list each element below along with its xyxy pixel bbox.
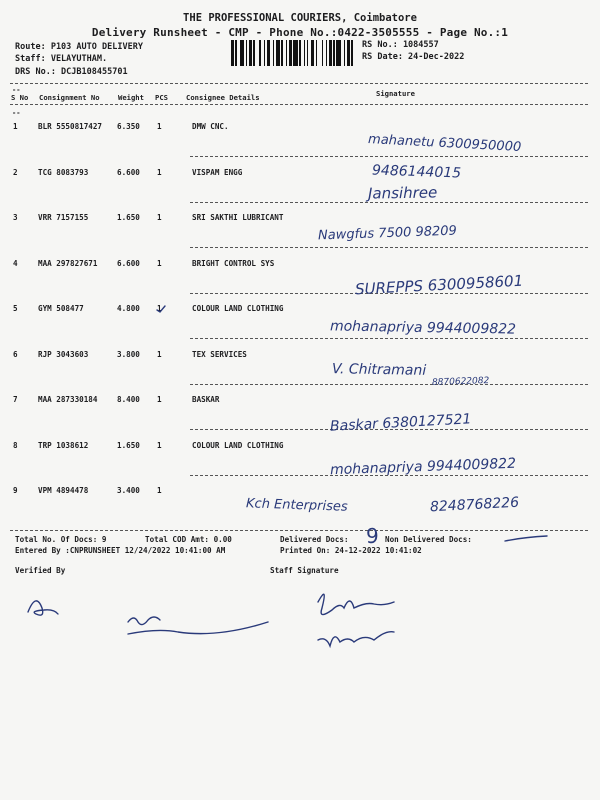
total-cod: Total COD Amt: 0.00 (145, 535, 232, 544)
row-consignee: TEX SERVICES (192, 350, 247, 359)
rs-date: RS Date: 24-Dec-2022 (362, 52, 465, 62)
row-consignment-no: MAA 297827671 (38, 259, 98, 268)
signature-text: mahanetu 6300950000 (367, 131, 522, 156)
signature-text: mohanapriya 9944009822 (329, 318, 517, 338)
row-sno: 1 (13, 122, 18, 131)
signature-text: 8248768226 (429, 494, 520, 516)
margin-check (157, 306, 165, 312)
total-docs: Total No. Of Docs: 9 (15, 535, 107, 544)
row-consignee: BASKAR (192, 395, 220, 404)
margin-mark: -- (12, 109, 21, 117)
non-delivered-docs: Non Delivered Docs: (385, 535, 472, 544)
col-consignee: Consignee Details (186, 93, 260, 102)
route-label: Route: P103 AUTO DELIVERY (15, 42, 143, 52)
signature-text: Jansihree (367, 183, 438, 203)
signature-text: 8870622082 (431, 376, 490, 388)
row-weight: 3.800 (117, 350, 140, 359)
row-consignee: SRI SAKTHI LUBRICANT (192, 213, 284, 222)
signature-text: SUREPPS 6300958601 (354, 271, 524, 299)
signature-text: Baskar 6380127521 (329, 411, 472, 435)
row-weight: 6.600 (117, 168, 140, 177)
drs-number: DRS No.: DCJB108455701 (15, 67, 128, 77)
company-title: THE PROFESSIONAL COURIERS, Coimbatore (183, 12, 417, 24)
verified-name-scribble (128, 622, 268, 634)
row-consignment-no: VPM 4894478 (38, 486, 89, 495)
row-consignment-no: BLR 5550817427 (38, 122, 103, 131)
non-delivered-dash (505, 536, 547, 541)
signature-text: Nawgfus 7500 98209 (317, 223, 458, 244)
row-consignment-no: RJP 3043603 (38, 350, 89, 359)
signature-text: Kch Enterprises (245, 496, 348, 515)
signature-text: 9486144015 (371, 162, 462, 182)
row-sno: 3 (13, 213, 18, 222)
row-weight: 6.600 (117, 259, 140, 268)
row-consignment-no: TCG 8083793 (38, 168, 89, 177)
row-pcs: 1 (157, 122, 162, 131)
verified-by-label: Verified By (15, 566, 66, 575)
col-sno: S No (11, 93, 29, 102)
staff-signature-scribble (318, 632, 394, 646)
staff-signature-scribble (318, 594, 394, 614)
row-pcs: 1 (157, 213, 162, 222)
row-consignment-no: MAA 287330184 (38, 395, 98, 404)
row-consignee: BRIGHT CONTROL SYS (192, 259, 275, 268)
row-sno: 5 (13, 304, 18, 313)
row-consignment-no: VRR 7157155 (38, 213, 89, 222)
entered-by: Entered By :CNPRUNSHEET 12/24/2022 10:41:00 AM (15, 546, 226, 555)
row-weight: 3.400 (117, 486, 140, 495)
signature-text: mohanapriya 9944009822 (329, 455, 517, 479)
staff-signature-label: Staff Signature (270, 566, 339, 575)
row-pcs: 1 (157, 259, 162, 268)
row-consignee: VISPAM ENGG (192, 168, 243, 177)
delivered-docs: Delivered Docs: (280, 535, 349, 544)
row-sno: 2 (13, 168, 18, 177)
row-pcs: 1 (157, 395, 162, 404)
row-sno: 7 (13, 395, 18, 404)
row-weight: 1.650 (117, 441, 140, 450)
runsheet-subtitle: Delivery Runsheet - CMP - Phone No.:0422-3505555 - Page No.:1 (91, 26, 509, 39)
row-consignment-no: GYM 508477 (38, 304, 84, 313)
row-sno: 9 (13, 486, 18, 495)
row-consignee: COLOUR LAND CLOTHING (192, 304, 284, 313)
row-consignment-no: TRP 1038612 (38, 441, 89, 450)
rs-number: RS No.: 1084557 (362, 40, 439, 50)
row-pcs: 1 (157, 304, 162, 313)
staff-label: Staff: VELAYUTHAM. (15, 54, 108, 64)
printed-on: Printed On: 24-12-2022 10:41:02 (280, 546, 422, 555)
row-weight: 4.800 (117, 304, 140, 313)
row-consignee: DMW CNC. (192, 122, 229, 131)
row-sno: 8 (13, 441, 18, 450)
row-pcs: 1 (157, 350, 162, 359)
col-consignment: Consignment No (39, 93, 100, 102)
col-weight: Weight (118, 93, 144, 102)
row-sno: 6 (13, 350, 18, 359)
row-pcs: 1 (157, 441, 162, 450)
col-pcs: PCS (155, 93, 168, 102)
row-pcs: 1 (157, 486, 162, 495)
row-consignee: COLOUR LAND CLOTHING (192, 441, 284, 450)
row-weight: 1.650 (117, 213, 140, 222)
row-pcs: 1 (157, 168, 162, 177)
row-weight: 6.350 (117, 122, 140, 131)
row-sno: 4 (13, 259, 18, 268)
col-signature: Signature (376, 89, 415, 98)
row-weight: 8.400 (117, 395, 140, 404)
verified-initial-scribble (128, 617, 160, 625)
verified-signature-scribble (28, 601, 58, 615)
margin-mark: -- (12, 86, 21, 94)
signature-text: V. Chitramani (331, 361, 427, 379)
delivered-count: 9 (366, 524, 379, 548)
